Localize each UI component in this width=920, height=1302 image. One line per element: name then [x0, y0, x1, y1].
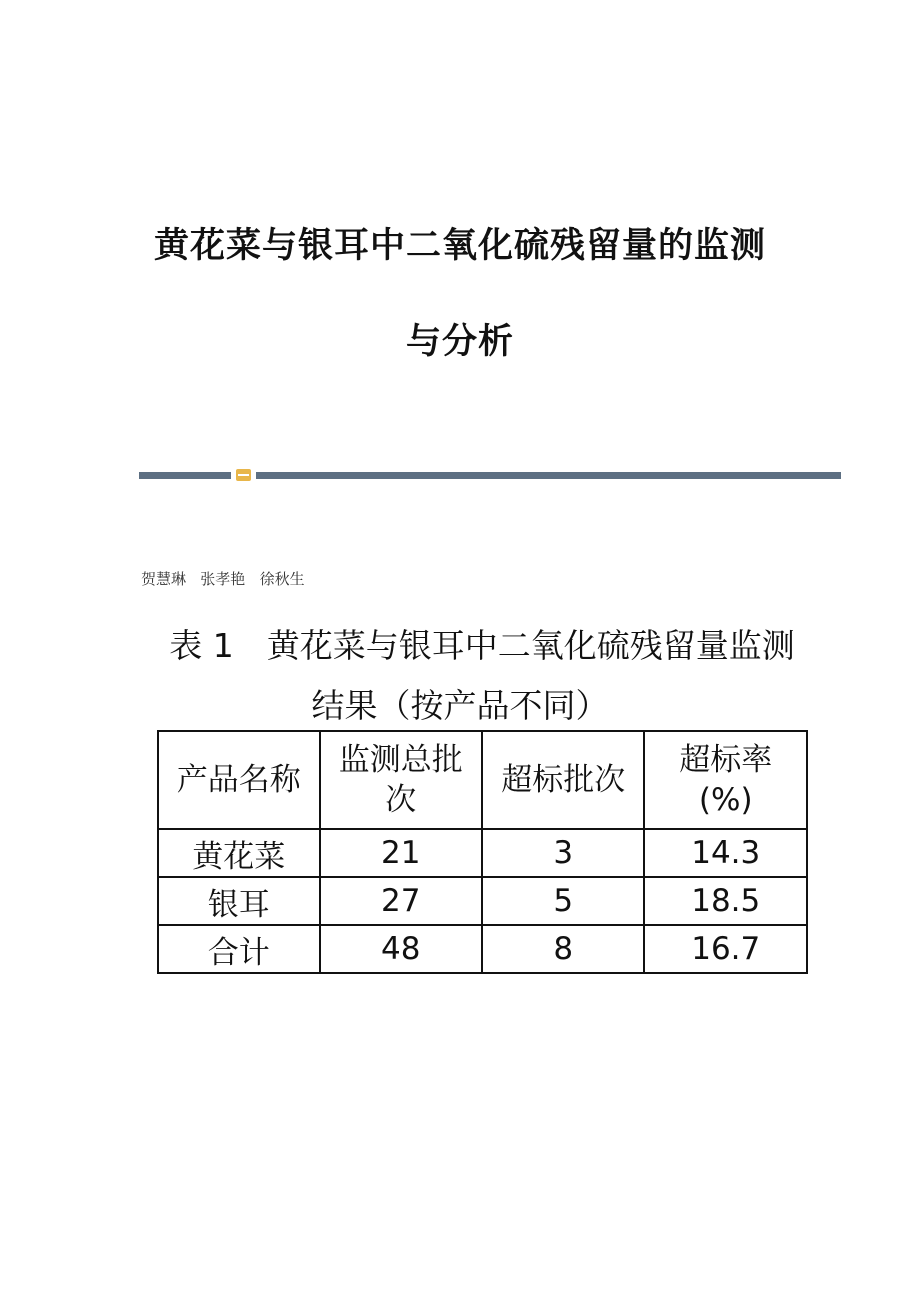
divider-bar-left — [139, 472, 231, 479]
table-caption-line-1: 表 1 黄花菜与银耳中二氧化硫残留量监测 — [169, 626, 795, 665]
cell-total: 21 — [320, 829, 482, 877]
header-exceeding-batches — [482, 731, 644, 829]
cell-product: 黄花菜 — [158, 829, 320, 877]
cell-rate: 14.3 — [644, 829, 807, 877]
cell-exceeding: 8 — [482, 925, 644, 973]
header-exceeding-batches-text: 超标批次 — [501, 762, 626, 798]
cell-rate: 18.5 — [644, 877, 807, 925]
table-row — [158, 829, 807, 877]
header-product-name-text: 产品名称 — [176, 762, 301, 798]
cell-total: 48 — [320, 925, 482, 973]
title-divider — [139, 471, 841, 480]
divider-bar-right — [256, 472, 841, 479]
header-total-batches — [320, 731, 482, 829]
header-exceeding-rate — [644, 731, 807, 829]
document-title-line-1: 黄花菜与银耳中二氧化硫残留量的监测 — [153, 225, 766, 266]
cell-product: 合计 — [158, 925, 320, 973]
divider-ornament-icon — [236, 469, 251, 481]
table-row — [158, 877, 807, 925]
cell-rate: 16.7 — [644, 925, 807, 973]
header-total-batches-text: 监测总批次 — [338, 742, 463, 818]
document-title-line-2: 与分析 — [405, 321, 514, 362]
table-header-row — [158, 731, 807, 829]
table-row — [158, 925, 807, 973]
header-exceeding-rate-text: 超标率(%) — [679, 742, 773, 818]
cell-product: 银耳 — [158, 877, 320, 925]
monitoring-results-table — [157, 730, 808, 974]
cell-exceeding: 5 — [482, 877, 644, 925]
author-list: 贺慧琳 张孝艳 徐秋生 — [141, 570, 305, 588]
table-caption-line-2: 结果（按产品不同） — [311, 686, 609, 725]
header-product-name — [158, 731, 320, 829]
cell-total: 27 — [320, 877, 482, 925]
cell-exceeding: 3 — [482, 829, 644, 877]
